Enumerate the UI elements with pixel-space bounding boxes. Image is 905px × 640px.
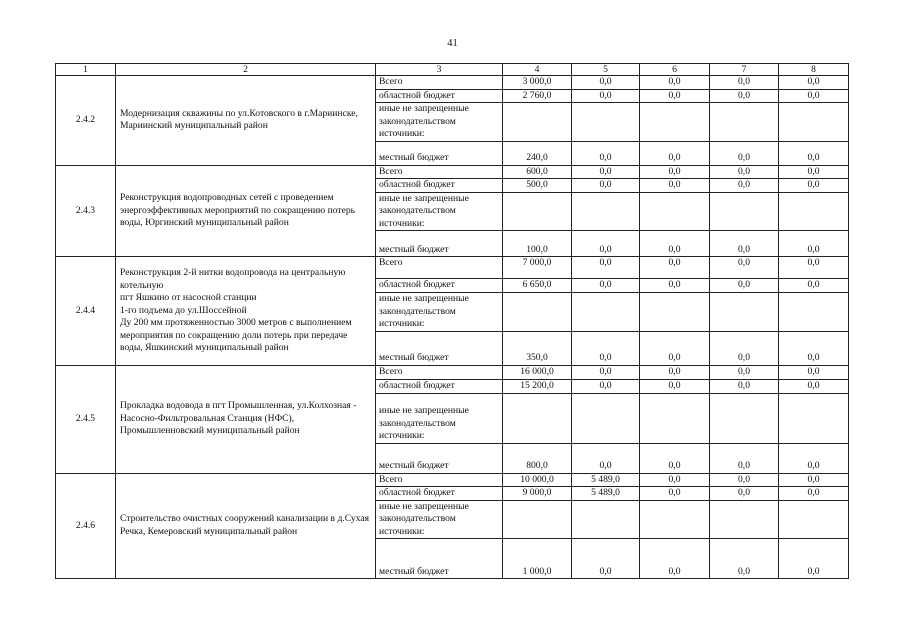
amount-cell (503, 393, 572, 443)
amount-cell: 0,0 (710, 365, 779, 379)
amount-cell: 0,0 (572, 165, 640, 179)
project-name-line: 1-го подъема до ул.Шоссейной (120, 304, 247, 316)
table-row (56, 257, 849, 279)
funding-source: областной бюджет (376, 179, 503, 193)
column-header: 4 (503, 64, 572, 76)
amount-cell: 0,0 (572, 539, 640, 579)
amount-cell (640, 500, 710, 539)
amount-cell: 0,0 (779, 179, 849, 193)
funding-source: Всего (376, 257, 503, 279)
amount-cell: 16 000,0 (503, 365, 572, 379)
project-code: 2.4.2 (56, 76, 116, 166)
amount-cell: 0,0 (640, 141, 710, 165)
amount-cell (710, 393, 779, 443)
funding-source: иные не запрещенные законодательством источники: (376, 103, 503, 142)
amount-cell: 5 489,0 (572, 487, 640, 501)
column-header: 8 (779, 64, 849, 76)
amount-cell: 0,0 (779, 365, 849, 379)
amount-cell: 0,0 (572, 379, 640, 393)
amount-cell (503, 293, 572, 332)
table-row (56, 473, 849, 487)
amount-cell: 0,0 (710, 257, 779, 279)
amount-cell: 0,0 (640, 231, 710, 257)
amount-cell: 0,0 (779, 165, 849, 179)
funding-source: областной бюджет (376, 379, 503, 393)
amount-cell: 0,0 (572, 365, 640, 379)
funding-source: местный бюджет (376, 141, 503, 165)
amount-cell: 0,0 (640, 473, 710, 487)
amount-cell: 0,0 (640, 257, 710, 279)
amount-cell: 0,0 (710, 231, 779, 257)
amount-cell: 240,0 (503, 141, 572, 165)
amount-cell: 0,0 (640, 365, 710, 379)
amount-cell: 0,0 (710, 76, 779, 90)
funding-source: Всего (376, 473, 503, 487)
amount-cell: 0,0 (640, 539, 710, 579)
amount-cell (640, 293, 710, 332)
amount-cell (572, 393, 640, 443)
amount-cell: 0,0 (710, 89, 779, 103)
amount-cell (572, 103, 640, 142)
amount-cell: 10 000,0 (503, 473, 572, 487)
funding-source: иные не запрещенные законодательством источники: (376, 293, 503, 332)
table-row (56, 365, 849, 379)
amount-cell: 0,0 (640, 331, 710, 365)
amount-cell: 0,0 (640, 487, 710, 501)
amount-cell: 0,0 (640, 379, 710, 393)
project-name (116, 257, 376, 366)
amount-cell (503, 192, 572, 231)
amount-cell: 0,0 (710, 331, 779, 365)
amount-cell: 0,0 (710, 473, 779, 487)
table-row (56, 165, 849, 179)
funding-source: местный бюджет (376, 331, 503, 365)
amount-cell: 0,0 (779, 473, 849, 487)
funding-source: иные не запрещенные законодательством источники: (376, 393, 503, 443)
amount-cell: 0,0 (710, 279, 779, 293)
amount-cell (779, 393, 849, 443)
amount-cell: 5 489,0 (572, 473, 640, 487)
amount-cell: 0,0 (640, 76, 710, 90)
funding-source: иные не запрещенные законодательством источники: (376, 500, 503, 539)
amount-cell: 0,0 (779, 89, 849, 103)
amount-cell (640, 103, 710, 142)
amount-cell (779, 192, 849, 231)
amount-cell: 0,0 (640, 179, 710, 193)
funding-source: местный бюджет (376, 231, 503, 257)
amount-cell (779, 293, 849, 332)
amount-cell (503, 103, 572, 142)
amount-cell: 0,0 (710, 487, 779, 501)
amount-cell: 0,0 (572, 443, 640, 473)
amount-cell: 0,0 (640, 279, 710, 293)
project-name: Строительство очистных сооружений канализации в д.Сухая Речка, Кемеровский муниципальный район (116, 473, 376, 579)
project-code: 2.4.5 (56, 365, 116, 473)
funding-source: областной бюджет (376, 487, 503, 501)
funding-source: местный бюджет (376, 539, 503, 579)
amount-cell: 0,0 (779, 231, 849, 257)
amount-cell: 0,0 (572, 179, 640, 193)
amount-cell: 500,0 (503, 179, 572, 193)
page-number: 41 (447, 38, 458, 49)
amount-cell: 100,0 (503, 231, 572, 257)
amount-cell (710, 293, 779, 332)
amount-cell: 0,0 (710, 443, 779, 473)
amount-cell: 0,0 (572, 141, 640, 165)
project-name: Модернизация скважины по ул.Котовского в г.Мариинске, Мариинский муниципальный район (116, 76, 376, 166)
amount-cell: 350,0 (503, 331, 572, 365)
amount-cell: 7 000,0 (503, 257, 572, 279)
funding-source: местный бюджет (376, 443, 503, 473)
amount-cell: 0,0 (779, 539, 849, 579)
column-header: 6 (640, 64, 710, 76)
amount-cell: 0,0 (572, 279, 640, 293)
amount-cell: 2 760,0 (503, 89, 572, 103)
amount-cell: 0,0 (779, 76, 849, 90)
amount-cell: 0,0 (710, 165, 779, 179)
column-header: 7 (710, 64, 779, 76)
amount-cell (779, 500, 849, 539)
funding-source: иные не запрещенные законодательством источники: (376, 192, 503, 231)
amount-cell (640, 192, 710, 231)
funding-source: областной бюджет (376, 89, 503, 103)
amount-cell: 15 200,0 (503, 379, 572, 393)
amount-cell (710, 103, 779, 142)
amount-cell: 0,0 (779, 443, 849, 473)
column-header: 1 (56, 64, 116, 76)
project-code: 2.4.4 (56, 257, 116, 366)
funding-source: Всего (376, 76, 503, 90)
project-name: Прокладка водовода в пгт Промышленная, ул.Колхозная - Насосно-Фильтровальная Станция (НФС), Промышленновский муниципальный район (116, 365, 376, 473)
project-name-line: Ду 200 мм протяженностью 3000 метров с выполнением мероприятия по сокращению доли потерь при передаче воды, Яшкинский муниципальный район (120, 317, 352, 353)
table-row (56, 76, 849, 90)
amount-cell: 800,0 (503, 443, 572, 473)
amount-cell (572, 293, 640, 332)
amount-cell (710, 192, 779, 231)
funding-source: Всего (376, 365, 503, 379)
column-number-row (56, 64, 849, 76)
project-code: 2.4.6 (56, 473, 116, 579)
amount-cell: 0,0 (572, 331, 640, 365)
amount-cell: 0,0 (779, 279, 849, 293)
amount-cell: 0,0 (779, 331, 849, 365)
amount-cell (503, 500, 572, 539)
amount-cell: 0,0 (779, 487, 849, 501)
project-name: Реконструкция водопроводных сетей с проведением энергоэффективных мероприятий по сокращению потерь воды, Юргинский муниципальный район (116, 165, 376, 257)
amount-cell: 600,0 (503, 165, 572, 179)
amount-cell (710, 500, 779, 539)
amount-cell: 0,0 (640, 165, 710, 179)
project-name-line: Реконструкция 2-й нитки водопровода на центральную котельную (120, 267, 346, 291)
amount-cell: 0,0 (572, 89, 640, 103)
column-header: 3 (376, 64, 503, 76)
amount-cell: 0,0 (572, 76, 640, 90)
amount-cell (640, 393, 710, 443)
project-name-line: пгт Яшкино от насосной станции (120, 292, 257, 303)
funding-source: Всего (376, 165, 503, 179)
amount-cell (572, 500, 640, 539)
amount-cell: 0,0 (572, 231, 640, 257)
amount-cell: 3 000,0 (503, 76, 572, 90)
amount-cell: 0,0 (710, 179, 779, 193)
amount-cell: 1 000,0 (503, 539, 572, 579)
funding-source: областной бюджет (376, 279, 503, 293)
amount-cell: 0,0 (710, 379, 779, 393)
amount-cell: 0,0 (640, 89, 710, 103)
amount-cell: 0,0 (710, 539, 779, 579)
budget-table (55, 63, 849, 579)
amount-cell: 0,0 (779, 141, 849, 165)
amount-cell: 0,0 (779, 257, 849, 279)
amount-cell (779, 103, 849, 142)
amount-cell: 6 650,0 (503, 279, 572, 293)
column-header: 5 (572, 64, 640, 76)
amount-cell: 0,0 (572, 257, 640, 279)
amount-cell: 0,0 (640, 443, 710, 473)
amount-cell: 9 000,0 (503, 487, 572, 501)
amount-cell: 0,0 (710, 141, 779, 165)
amount-cell (572, 192, 640, 231)
amount-cell: 0,0 (779, 379, 849, 393)
column-header: 2 (116, 64, 376, 76)
project-code: 2.4.3 (56, 165, 116, 257)
